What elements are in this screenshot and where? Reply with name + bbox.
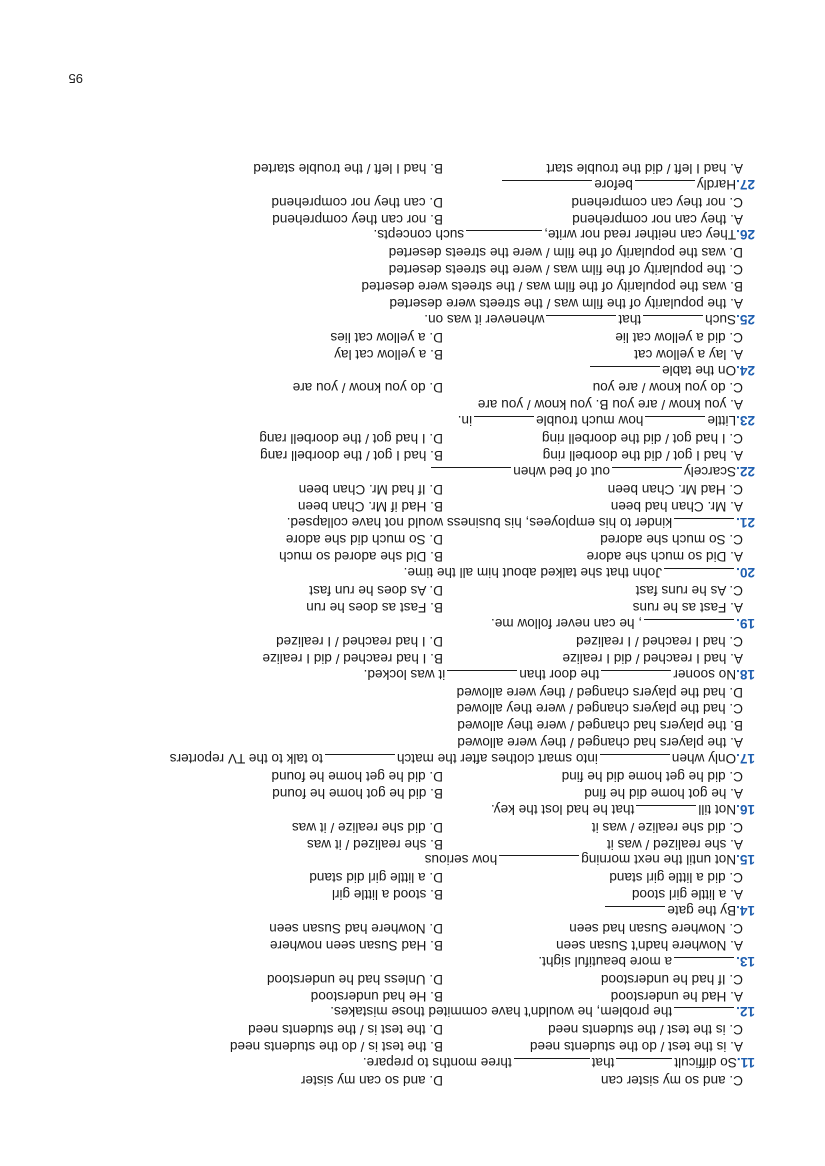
question-12 bbox=[55, 1004, 755, 1021]
question-text: whenever it was on. bbox=[424, 311, 545, 327]
option[interactable]: B. the test is / do the students need bbox=[229, 1039, 443, 1055]
question-11 bbox=[55, 1054, 755, 1071]
options-row bbox=[55, 767, 755, 784]
options-row bbox=[55, 835, 755, 852]
answer-blank[interactable] bbox=[502, 180, 592, 193]
option[interactable]: D. did he get home he found bbox=[271, 768, 443, 784]
answer-blank[interactable] bbox=[431, 467, 511, 480]
option[interactable]: C. As he runs fast bbox=[635, 583, 743, 599]
question-number: 20. bbox=[736, 565, 755, 581]
options-row bbox=[55, 193, 755, 210]
question-number: 22. bbox=[736, 463, 755, 479]
question-22 bbox=[55, 463, 755, 480]
option[interactable]: B. Had Susan seen nowhere bbox=[269, 937, 443, 953]
question-text: that bbox=[591, 1055, 615, 1071]
answer-blank[interactable] bbox=[499, 855, 579, 868]
option[interactable]: B. I had reached / did I realize bbox=[262, 650, 443, 666]
answer-blank[interactable] bbox=[605, 906, 665, 919]
option[interactable]: C. did he get home did he find bbox=[561, 768, 743, 784]
options-row bbox=[55, 868, 755, 885]
options-row bbox=[55, 919, 755, 936]
options-row bbox=[55, 497, 755, 514]
question-text: Hardly bbox=[696, 176, 737, 192]
option[interactable]: D. can they nor comprehend bbox=[271, 194, 443, 210]
question-14 bbox=[55, 902, 755, 919]
question-number: 21. bbox=[736, 514, 755, 530]
options-row bbox=[55, 548, 755, 565]
question-20 bbox=[55, 564, 755, 581]
options-row bbox=[55, 598, 755, 615]
options-row bbox=[55, 818, 755, 835]
question-text: that he had lost the key. bbox=[490, 801, 635, 817]
options-row bbox=[55, 987, 755, 1004]
option[interactable]: D. I had reached / I realized bbox=[276, 633, 443, 649]
question-text: out of bed when bbox=[513, 463, 610, 479]
question-text: the door than bbox=[519, 666, 600, 682]
options-row bbox=[55, 1020, 755, 1037]
answer-blank[interactable] bbox=[590, 366, 660, 379]
question-number: 17. bbox=[736, 751, 755, 767]
option[interactable]: C. is the test / the students need bbox=[548, 1022, 743, 1038]
question-text: three months to prepare. bbox=[362, 1055, 512, 1071]
question-number: 13. bbox=[736, 953, 755, 969]
answer-blank[interactable] bbox=[674, 1007, 734, 1020]
options-row bbox=[55, 328, 755, 345]
question-text: On the table bbox=[662, 362, 737, 378]
options-row bbox=[55, 581, 755, 598]
option[interactable]: D. So much did she adore bbox=[285, 532, 443, 548]
answer-blank[interactable] bbox=[600, 754, 670, 767]
answer-blank[interactable] bbox=[447, 670, 517, 683]
question-text: Such bbox=[705, 311, 737, 327]
question-27 bbox=[55, 176, 755, 193]
option[interactable]: B. the players had changed / were they allowed bbox=[457, 718, 743, 734]
answer-blank[interactable] bbox=[643, 315, 703, 328]
option[interactable]: C. do you know / are you bbox=[592, 380, 743, 396]
option[interactable]: B. she realized / it was bbox=[307, 836, 443, 852]
option[interactable]: B. Did she adored so much bbox=[279, 549, 443, 565]
question-text: Little bbox=[707, 413, 737, 429]
question-23 bbox=[55, 412, 755, 429]
options-row bbox=[55, 480, 755, 497]
option[interactable]: A. you know / are you B. you know / you are bbox=[477, 397, 743, 413]
options-row bbox=[55, 345, 755, 362]
question-25 bbox=[55, 311, 755, 328]
answer-blank[interactable] bbox=[474, 416, 534, 429]
option[interactable]: C. Nowhere Susan had seen bbox=[569, 920, 743, 936]
option[interactable]: B. did he got home he found bbox=[272, 785, 443, 801]
question-text: in. bbox=[457, 413, 473, 429]
question-number: 15. bbox=[736, 852, 755, 868]
option[interactable]: D. and so can my sister bbox=[300, 1073, 443, 1088]
option[interactable]: D. Unless had he understood bbox=[266, 971, 443, 987]
options-row bbox=[55, 531, 755, 548]
option[interactable]: C. If had he understood bbox=[600, 971, 743, 987]
question-text: how much trouble bbox=[536, 413, 644, 429]
option[interactable]: A. Nowhere hadn't Susan seen bbox=[556, 937, 743, 953]
option[interactable]: C. So much she adored bbox=[600, 532, 743, 548]
option[interactable]: A. she realized / was it bbox=[607, 836, 743, 852]
question-text: to talk to the TV reporters bbox=[169, 751, 323, 767]
answer-blank[interactable] bbox=[636, 805, 696, 818]
question-number: 23. bbox=[736, 413, 755, 429]
option[interactable]: C. I had got / did the doorbell ring bbox=[541, 431, 743, 447]
question-text: John that she talked about him all the time. bbox=[403, 565, 663, 581]
option[interactable]: D. If had Mr. Chan been bbox=[298, 481, 443, 497]
option[interactable]: A. Had he understood bbox=[610, 988, 743, 1004]
option[interactable]: D. had the players changed / they were allowed bbox=[456, 684, 743, 700]
question-text: Scarcely bbox=[683, 463, 737, 479]
question-15 bbox=[55, 852, 755, 869]
option[interactable]: B. stood a little girl bbox=[331, 887, 443, 903]
option[interactable]: A. had I got / did the doorbell ring bbox=[542, 448, 743, 464]
question-26 bbox=[55, 227, 755, 244]
option[interactable]: C. and so my sister can bbox=[600, 1073, 743, 1088]
option[interactable]: B. had I left / the trouble started bbox=[253, 160, 443, 176]
question-text: into smart clothes after the match bbox=[396, 751, 598, 767]
option[interactable]: C. nor they can comprehend bbox=[571, 194, 743, 210]
question-text: such concepts. bbox=[373, 227, 465, 243]
options-row bbox=[55, 632, 755, 649]
question-text: the problem, he wouldn't have commited those mistakes. bbox=[330, 1004, 673, 1020]
option[interactable]: D. did she realize / it was bbox=[291, 819, 443, 835]
question-24 bbox=[55, 362, 755, 379]
question-text: , he can never follow me. bbox=[490, 615, 643, 631]
question-13 bbox=[55, 953, 755, 970]
question-number: 27. bbox=[736, 176, 755, 192]
answer-blank[interactable] bbox=[644, 619, 734, 632]
answer-blank[interactable] bbox=[514, 1058, 590, 1071]
question-number: 24. bbox=[736, 362, 755, 378]
question-number: 12. bbox=[736, 1004, 755, 1020]
question-number: 26. bbox=[736, 227, 755, 243]
question-number: 11. bbox=[736, 1055, 755, 1071]
option[interactable]: D. I had got / the doorbell rang bbox=[259, 431, 443, 447]
answer-blank[interactable] bbox=[674, 957, 734, 970]
answer-blank[interactable] bbox=[616, 1058, 672, 1071]
question-19 bbox=[55, 615, 755, 632]
answer-blank[interactable] bbox=[546, 315, 616, 328]
option[interactable]: C. did a yellow cat lie bbox=[615, 329, 743, 345]
option[interactable]: B. was the popularity of the film was / the streets were deserted bbox=[361, 279, 743, 295]
question-number: 16. bbox=[736, 801, 755, 817]
option[interactable]: C. the popularity of the film was / were the streets deserted bbox=[388, 262, 743, 278]
options-row bbox=[55, 784, 755, 801]
option[interactable]: D. do you know / you are bbox=[292, 380, 443, 396]
question-text: that bbox=[618, 311, 642, 327]
option[interactable]: A. lay a yellow cat bbox=[634, 346, 743, 362]
option[interactable]: A. Did so much she adore bbox=[586, 549, 743, 565]
question-number: 19. bbox=[736, 615, 755, 631]
options-row bbox=[55, 970, 755, 987]
question-text: So difficult bbox=[674, 1055, 737, 1071]
answer-blank[interactable] bbox=[612, 467, 682, 480]
question-18 bbox=[55, 666, 755, 683]
option[interactable]: D. a yellow cat lies bbox=[330, 329, 443, 345]
question-text: They can neither read nor write, bbox=[544, 227, 737, 243]
option[interactable]: A. he got home did he find bbox=[584, 785, 743, 801]
option[interactable]: A. had I reached / did I realize bbox=[562, 650, 743, 666]
question-text: how serious bbox=[424, 852, 498, 868]
options-row bbox=[55, 429, 755, 446]
option[interactable]: B. Had if Mr. Chan been bbox=[297, 498, 443, 514]
option[interactable]: D. was the popularity of the film / were the streets deserted bbox=[388, 245, 743, 261]
question-16 bbox=[55, 801, 755, 818]
options-row bbox=[55, 649, 755, 666]
option[interactable]: B. had I got / the doorbell rang bbox=[260, 448, 443, 464]
options-row bbox=[55, 159, 755, 176]
option[interactable]: A. Fast as he runs bbox=[632, 600, 743, 616]
question-text: Not till bbox=[698, 801, 737, 817]
option[interactable]: D. Nowhere had Susan seen bbox=[269, 920, 443, 936]
question-text: it was locked. bbox=[363, 666, 446, 682]
option[interactable]: A. they can nor comprehend bbox=[572, 211, 743, 227]
question-text: By the gate bbox=[667, 903, 737, 919]
question-text: Not until the next morning bbox=[581, 852, 737, 868]
options-row bbox=[55, 379, 755, 396]
option[interactable]: A. Mr. Chan had been bbox=[610, 498, 743, 514]
option[interactable]: A. the popularity of the film was / the streets were deserted bbox=[389, 296, 743, 312]
option[interactable]: A. had I left / did the trouble start bbox=[546, 160, 743, 176]
options-row bbox=[55, 885, 755, 902]
option[interactable]: D. the test is / the students need bbox=[248, 1022, 443, 1038]
question-number: 25. bbox=[736, 311, 755, 327]
option[interactable]: D. As does he run fast bbox=[309, 583, 443, 599]
options-row bbox=[55, 1037, 755, 1054]
option[interactable]: B. He had understood bbox=[310, 988, 443, 1004]
option[interactable]: C. did she realize / was it bbox=[591, 819, 743, 835]
options-row bbox=[55, 446, 755, 463]
option[interactable]: C. had the players changed / were they allowed bbox=[456, 701, 743, 717]
answer-blank[interactable] bbox=[325, 754, 395, 767]
answer-blank[interactable] bbox=[601, 670, 671, 683]
option[interactable]: A. a little girl stood bbox=[631, 887, 743, 903]
option[interactable]: B. nor can they comprehend bbox=[272, 211, 443, 227]
question-17 bbox=[55, 750, 755, 767]
option[interactable]: B. a yellow cat lay bbox=[334, 346, 443, 362]
worksheet-content bbox=[55, 159, 755, 1088]
options-row bbox=[55, 1071, 755, 1088]
option[interactable]: C. Had Mr. Chan been bbox=[607, 481, 743, 497]
answer-blank[interactable] bbox=[466, 230, 542, 243]
option[interactable]: C. had I reached / I realized bbox=[576, 633, 743, 649]
answer-blank[interactable] bbox=[645, 416, 705, 429]
question-text: a more beautiful sight. bbox=[538, 953, 673, 969]
option[interactable]: B. Fast as does he run bbox=[306, 600, 443, 616]
answer-blank[interactable] bbox=[635, 180, 695, 193]
answer-blank[interactable] bbox=[664, 568, 734, 581]
option[interactable]: A. the players had changed / they were allowed bbox=[457, 735, 743, 751]
option[interactable]: D. a little girl did stand bbox=[309, 870, 443, 886]
question-21 bbox=[55, 514, 755, 531]
question-text: before bbox=[594, 176, 633, 192]
question-text: No sooner bbox=[673, 666, 737, 682]
question-number: 18. bbox=[736, 666, 755, 682]
question-text: Only when bbox=[671, 751, 737, 767]
option[interactable]: A. is the test / do the students need bbox=[529, 1039, 743, 1055]
answer-blank[interactable] bbox=[674, 518, 734, 531]
page-number: 95 bbox=[68, 71, 83, 86]
options-row bbox=[55, 936, 755, 953]
question-text: kinder to his employees, his business would not have collapsed. bbox=[286, 514, 673, 530]
options-row bbox=[55, 210, 755, 227]
question-number: 14. bbox=[736, 903, 755, 919]
option[interactable]: C. did a little girl stand bbox=[609, 870, 743, 886]
